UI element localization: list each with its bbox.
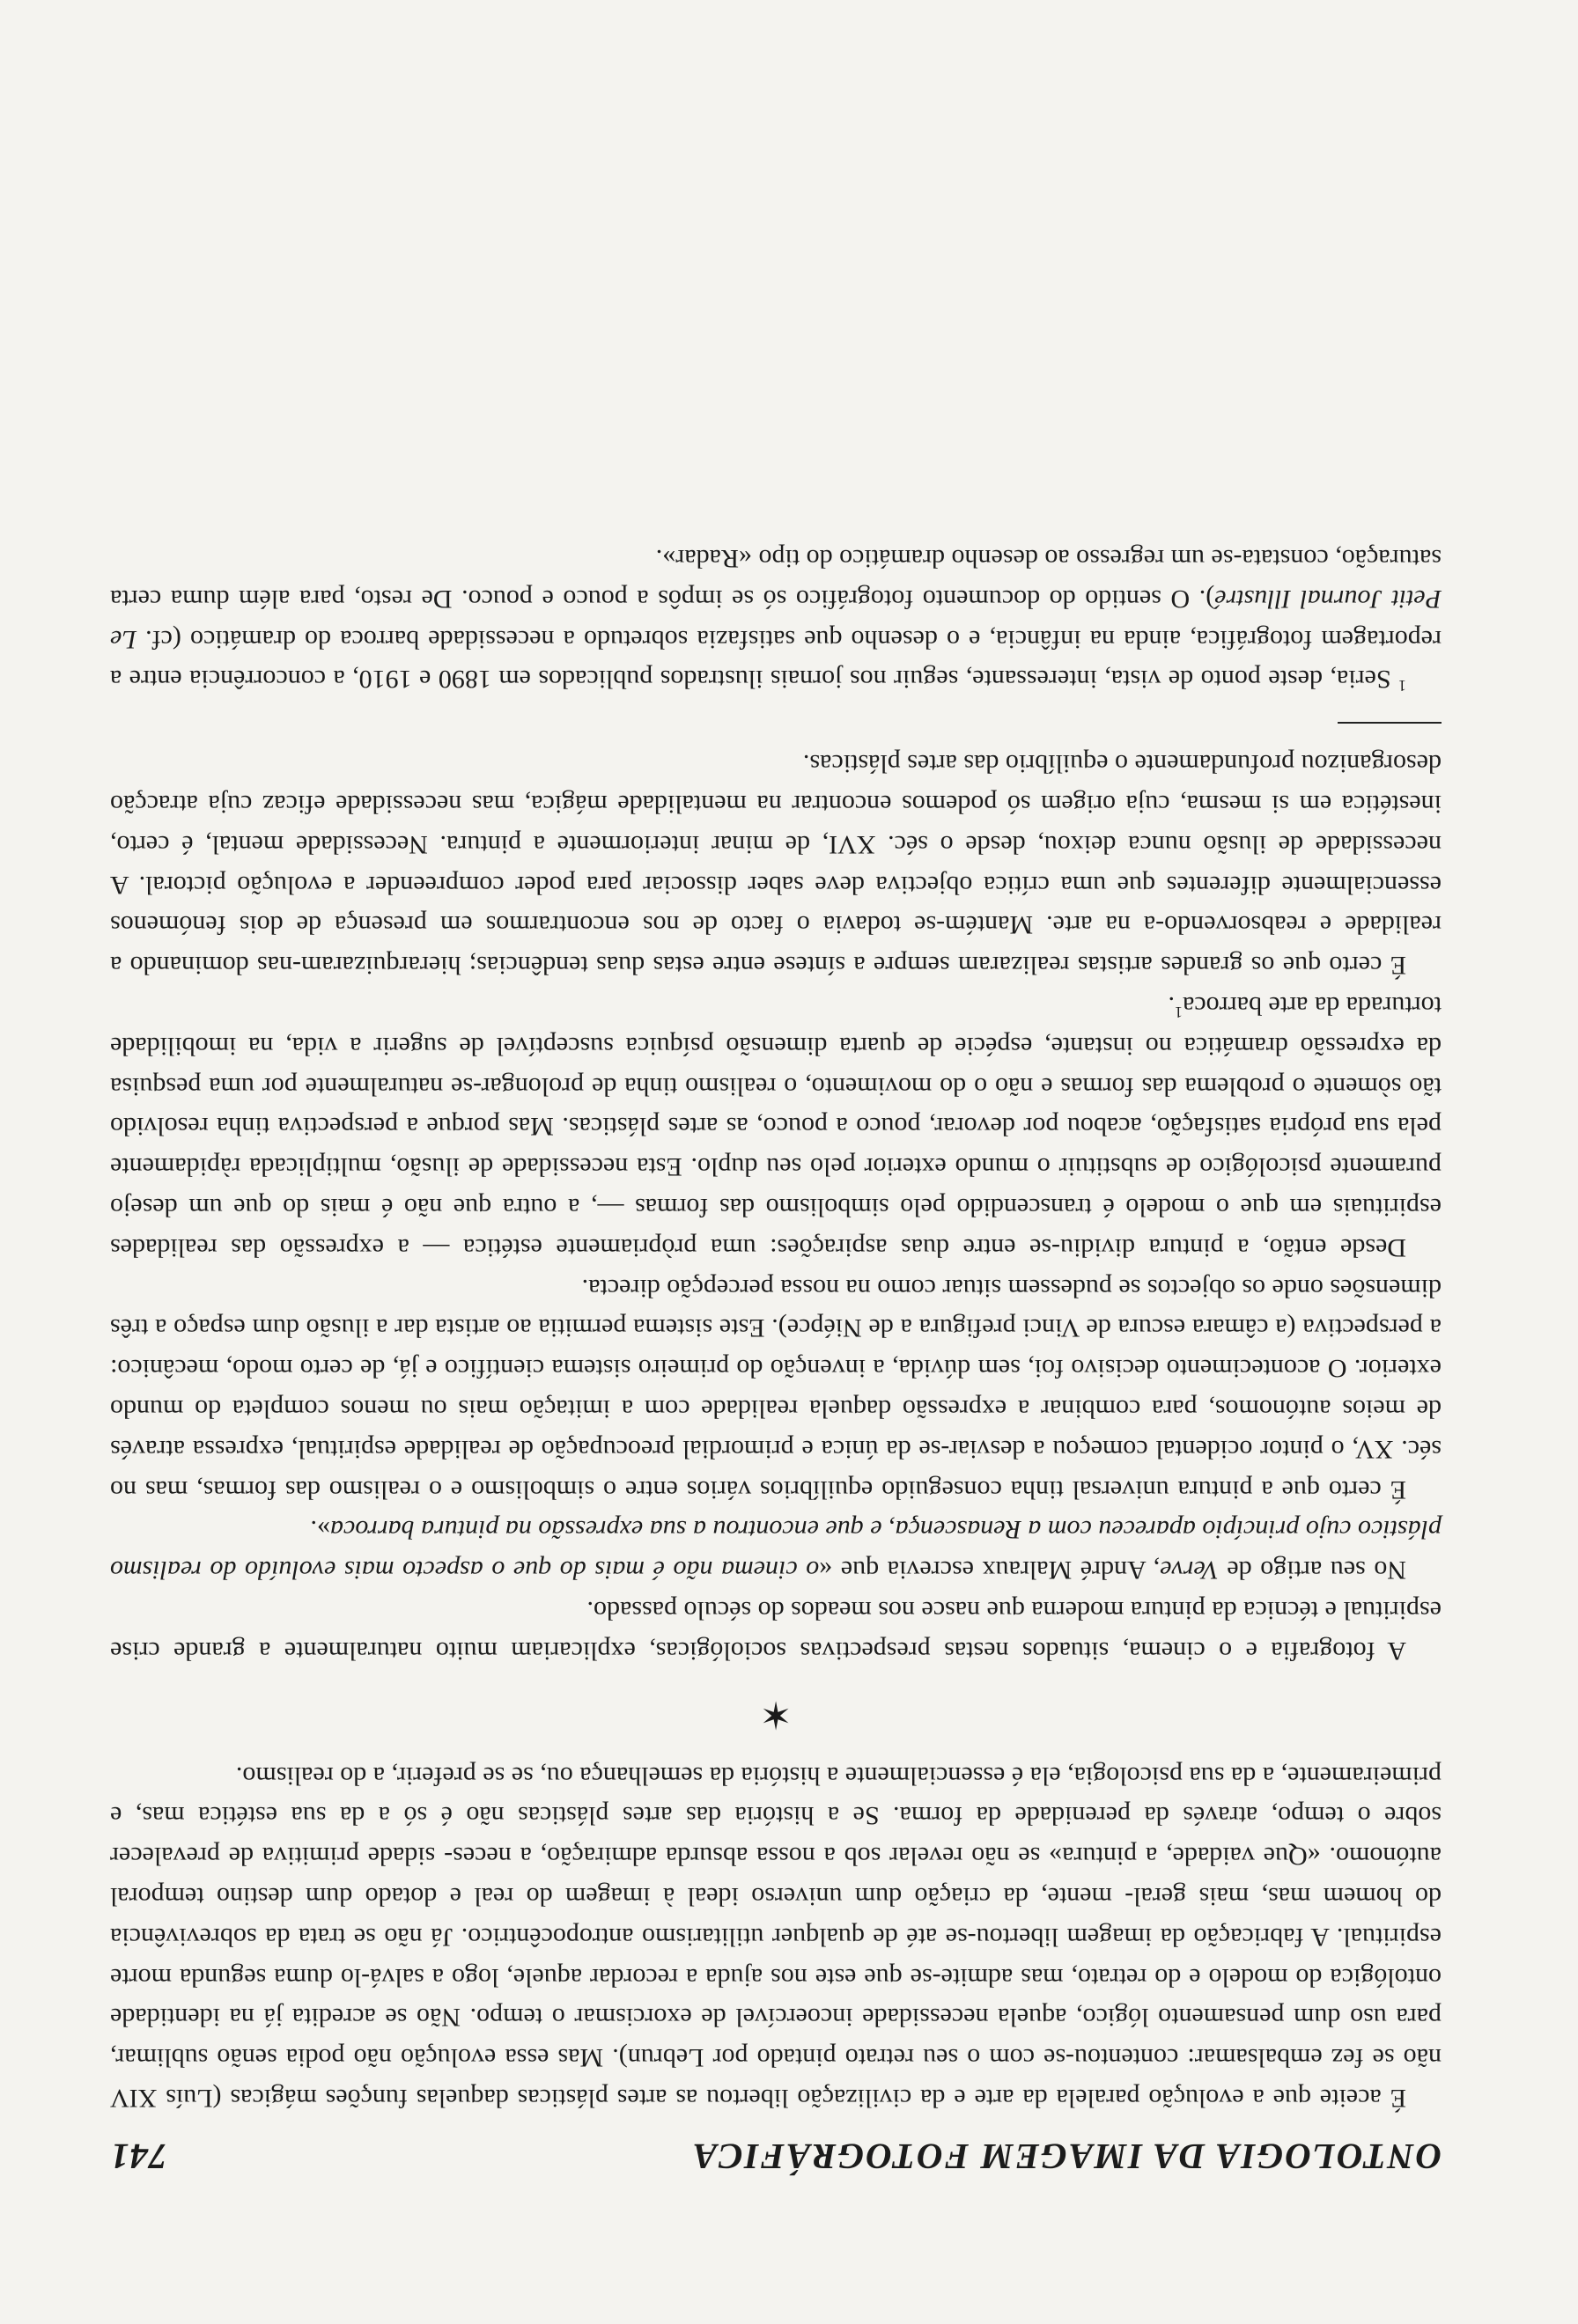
running-title: ONTOLOGIA DA IMAGEM FOTOGRÁFICA <box>690 2136 1442 2177</box>
footnote-text-b: ). O sentido do documento fotográfico só se impôs a pouco e pouco. De resto, para além duma certa saturação, constata-se um regresso ao desenho dramático do tipo «Radar». <box>110 544 1442 614</box>
page-number: 741 <box>110 2136 167 2177</box>
section-separator-star-icon: ✶ <box>759 1692 793 1736</box>
paragraph-5-tail: . <box>1168 991 1176 1021</box>
journal-title-verve: Verve <box>1160 1555 1219 1585</box>
footnote-reference: 1 <box>1175 1004 1184 1022</box>
paragraph-4: É certo que a pintura universal tinha conseguido equilíbrios vários entre o simbolismo e o realismo das formas, mas no séc. XV, o pintor ocidental começou a desviar-se da única e primordial preocupação de realidade espiritual, expressa através de meios autónomos, para combinar a expressão daquela realidade com a imitação mais ou menos completa do mundo exterior. O acontecimento decisivo foi, sem dúvida, a invenção do primeiro sistema científico e já, de certo modo, mecânico: a perspectiva (a câmara escura de Vinci prefigura a de Niépce). Este sistema permitia ao artista dar a ilusão dum espaço a três dimensões onde os objectos se pudessem situar como na nossa percepção directa. <box>110 1273 1442 1504</box>
footnote-rule <box>1338 723 1442 724</box>
paragraph-2: A fotografia e o cinema, situados nestas prespectivas sociológicas, explicariam muito naturalmente a grande crise espiritual e técnica da pintura moderna que nasce nos meados do século passado. <box>110 1596 1442 1666</box>
paragraph-3-middle: , André Malraux escrevia que « <box>819 1555 1161 1585</box>
paragraph-3 <box>110 1510 1442 1591</box>
footnote <box>110 538 1442 699</box>
paragraph-3-tail: ». <box>310 1515 331 1545</box>
paragraph-5-text: Desde então, a pintura dividiu-se entre duas aspirações: uma pròpriamente estética — a expressão das realidades espirituais em que o modelo é transcendido pelo simbolismo das formas —, a outra que não é mais do que um desejo puramente psicológico de substituir o mundo exterior pelo seu duplo. Esta necessidade de ilusão, multiplicada ràpidamente pela sua própria satisfação, acabou por devorar, pouco a pouco, as artes plásticas. Mas porque a perspectiva tinha resolvido tão sòmente o problema das formas e não o do movimento, o realismo tinha de prolongar-se naturalmente por uma pesquisa da expressão dramática no instante, espécie de quarta dimensão psíquica susceptível de sugerir a vida, na imobilidade torturada da arte barroca <box>110 991 1442 1262</box>
paragraph-6: É certo que os grandes artistas realizaram sempre a síntese entre estas duas tendências; hierarquizaram-nas dominando a realidade e reabsorvendo-a na arte. Mantém-se todavia o facto de nos encontrarmos em presença de dois fenómenos essencialmente diferentes que uma crítica objectiva deve saber dissociar para poder compreender a evolução pictoral. A necessidade de ilusão nunca deixou, desde o séc. XVI, de minar interiormente a pintura. Necessidade mental, é certo, inestética em si mesma, cuja origem só podemos encontrar na mentalidade mágica, mas necessidade eficaz cuja atracção desorganizou profundamente o equilíbrio das artes plásticas. <box>110 749 1442 981</box>
malraux-quote: o cinema não é mais do que o aspecto mais evoluído do realismo plástico cujo princípio apareceu com a Renascença, e que encontrou a sua expressão na pintura barroca <box>110 1515 1442 1585</box>
running-head <box>110 2136 1442 2178</box>
main-text <box>110 538 1442 2118</box>
footnote-journal-title: Le Petit Journal Illustré <box>110 584 1442 654</box>
paragraph-1: É aceite que a evolução paralela da arte e da civilização libertou as artes plásticas daquelas funções mágicas (Luís XIV não se fez embalsamar: contentou-se com o seu retrato pintado por Lebrun). Mas essa evolução não podia senão sublimar, para uso dum pensamento lógico, aquela necessidade incoercível de exorcismar o tempo. Não se acredita já na identidade ontológica do modelo e do retrato, mas admite-se que este nos ajuda a recordar aquele, logo a salvá-lo duma segunda morte espiritual. A fabricação da imagem libertou-se até de qualquer utilitarismo antropocêntrico. Já não se trata da sobrevivência do homem mas, mais geral- mente, da criação dum universo ideal à imagem do real e dotado dum destino temporal autónomo. «Que vaidade, a pintura» se não revelar sob a nossa absurda admiração, a neces- sidade primitiva de prevalecer sobre o tempo, através da perenidade da forma. Se a história das artes plásticas não é só a da sua estética mas, e primeiramente, a da sua psicologia, ela é essencialmente a história da semelhança ou, se se preferir, a do realismo. <box>110 1761 1442 2113</box>
footnote-text-a: Seria, deste ponto de vista, interessante, seguir nos jornais ilustrados publicados em 1890 e 1910, a concorrência entre a reportagem fotográfica, ainda na infância, e o desenho que satisfazia sobretudo a necessidade barroca do dramático (cf. <box>109 624 1442 695</box>
footnote-mark: 1 <box>1398 677 1406 695</box>
paragraph-5 <box>110 985 1442 1268</box>
paragraph-3-lead: No seu artigo de <box>1218 1555 1406 1585</box>
